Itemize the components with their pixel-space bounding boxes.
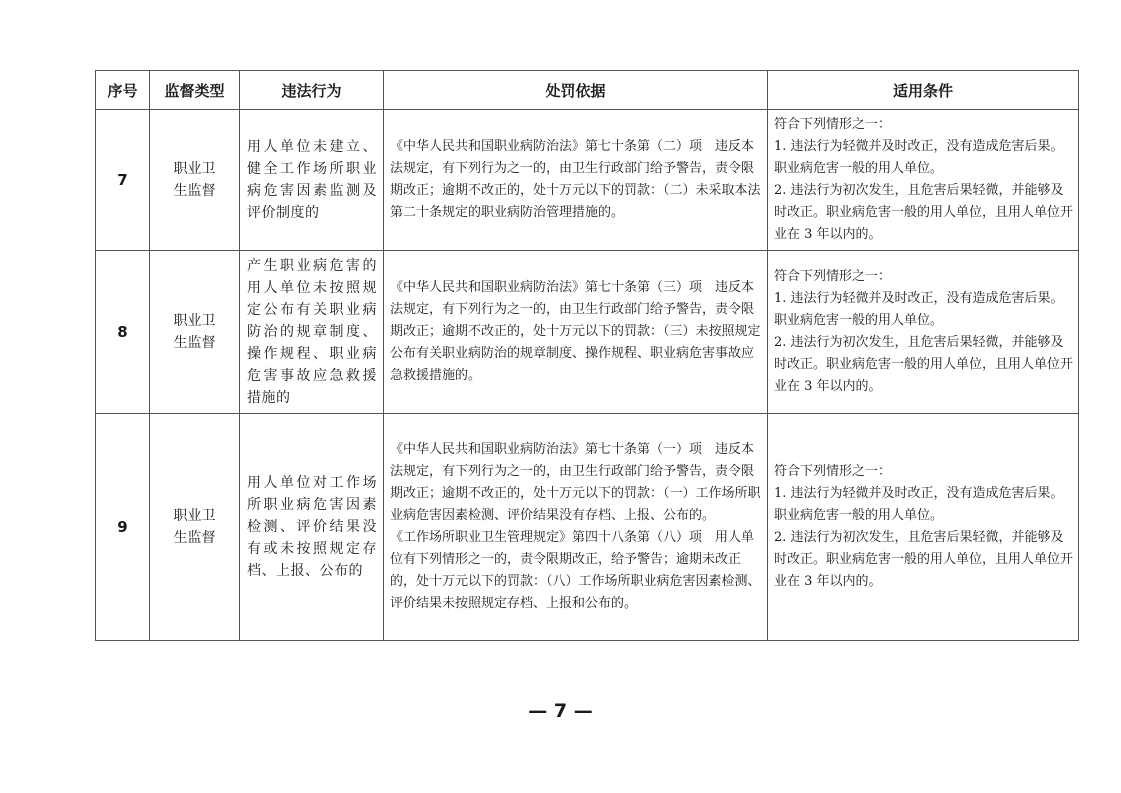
supervision-type-line: 生监督 bbox=[173, 335, 216, 351]
violation-act: 产生职业病危害的用人单位未按照规定公布有关职业病防治的规章制度、操作规程、职业病危害事故应急救援措施的 bbox=[240, 251, 384, 414]
row-number: 8 bbox=[96, 251, 150, 414]
table-row bbox=[96, 110, 1079, 251]
row-number: 9 bbox=[96, 414, 150, 641]
header-cond: 适用条件 bbox=[768, 71, 1079, 110]
header-basis: 处罚依据 bbox=[384, 71, 768, 110]
header-type: 监督类型 bbox=[150, 71, 240, 110]
penalty-basis bbox=[384, 110, 768, 251]
table-row bbox=[96, 251, 1079, 414]
condition-line: 2. 违法行为初次发生，且危害后果轻微，并能够及时改正。职业病危害一般的用人单位，且用人单位开业在 3 年以内的。 bbox=[774, 530, 1074, 589]
condition-line: 2. 违法行为初次发生，且危害后果轻微，并能够及时改正。职业病危害一般的用人单位，且用人单位开业在 3 年以内的。 bbox=[774, 183, 1074, 242]
condition-line: 1. 违法行为轻微并及时改正，没有造成危害后果。职业病危害一般的用人单位。 bbox=[774, 486, 1064, 523]
supervision-type bbox=[150, 251, 240, 414]
page-number: — 7 — bbox=[528, 700, 593, 722]
row-number: 7 bbox=[96, 110, 150, 251]
header-act: 违法行为 bbox=[240, 71, 384, 110]
applicable-conditions bbox=[768, 251, 1079, 414]
supervision-type bbox=[150, 110, 240, 251]
supervision-type-line: 生监督 bbox=[173, 183, 216, 199]
basis-paragraph: 《中华人民共和国职业病防治法》第七十条第（一）项 违反本法规定，有下列行为之一的，由卫生行政部门给予警告，责令限期改正；逾期不改正的，处十万元以下的罚款：（一）工作场所职业病危害因素检测、评价结果没有存档、上报、公布的。 bbox=[390, 442, 761, 523]
table-row bbox=[96, 414, 1079, 641]
condition-line: 2. 违法行为初次发生，且危害后果轻微，并能够及时改正。职业病危害一般的用人单位，且用人单位开业在 3 年以内的。 bbox=[774, 335, 1074, 394]
violation-act: 用人单位未建立、健全工作场所职业病危害因素监测及评价制度的 bbox=[240, 110, 384, 251]
applicable-conditions bbox=[768, 110, 1079, 251]
condition-line: 符合下列情形之一： bbox=[774, 464, 892, 479]
penalty-basis bbox=[384, 251, 768, 414]
condition-line: 符合下列情形之一： bbox=[774, 269, 892, 284]
supervision-type bbox=[150, 414, 240, 641]
basis-paragraph: 《中华人民共和国职业病防治法》第七十条第（三）项 违反本法规定，有下列行为之一的，由卫生行政部门给予警告，责令限期改正；逾期不改正的，处十万元以下的罚款：（三）未按照规定公布有关职业病防治的规章制度、操作规程、职业病危害事故应急救援措施的。 bbox=[390, 280, 761, 383]
applicable-conditions bbox=[768, 414, 1079, 641]
violation-act: 用人单位对工作场所职业病危害因素检测、评价结果没有或未按照规定存档、上报、公布的 bbox=[240, 414, 384, 641]
basis-paragraph: 《中华人民共和国职业病防治法》第七十条第（二）项 违反本法规定，有下列行为之一的，由卫生行政部门给予警告，责令限期改正；逾期不改正的，处十万元以下的罚款：（二）未采取本法第二十条规定的职业病防治管理措施的。 bbox=[390, 139, 761, 220]
supervision-type-line: 职业卫 bbox=[173, 313, 216, 329]
table-header-row bbox=[96, 71, 1079, 110]
supervision-type-line: 职业卫 bbox=[173, 508, 216, 524]
condition-line: 1. 违法行为轻微并及时改正，没有造成危害后果。职业病危害一般的用人单位。 bbox=[774, 139, 1064, 176]
basis-paragraph: 《工作场所职业卫生管理规定》第四十八条第（八）项 用人单位有下列情形之一的，责令限期改正，给予警告；逾期未改正的，处十万元以下的罚款：（八）工作场所职业病危害因素检测、评价结果未按照规定存档、上报和公布的。 bbox=[390, 530, 761, 611]
header-no: 序号 bbox=[96, 71, 150, 110]
penalty-basis bbox=[384, 414, 768, 641]
penalty-table bbox=[95, 70, 1079, 641]
supervision-type-line: 生监督 bbox=[173, 530, 216, 546]
condition-line: 符合下列情形之一： bbox=[774, 117, 892, 132]
condition-line: 1. 违法行为轻微并及时改正，没有造成危害后果。职业病危害一般的用人单位。 bbox=[774, 291, 1064, 328]
supervision-type-line: 职业卫 bbox=[173, 161, 216, 177]
